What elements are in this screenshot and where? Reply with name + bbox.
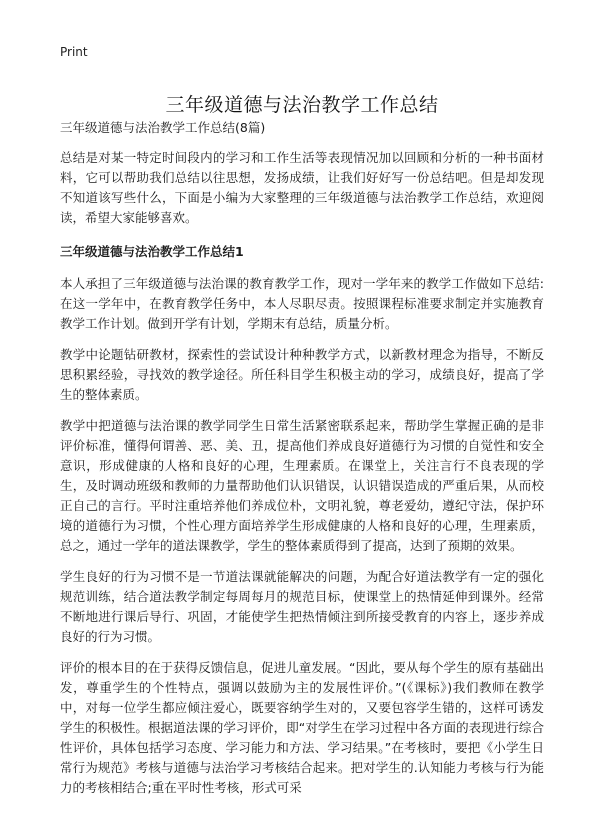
body-paragraph: 教学中论题钻研教材，探索性的尝试设计种种教学方式，以新教材理念为指导，不断反思积累经验，寻找效的教学途径。所任科目学生积极主动的学习，成绩良好，提高了学生的整体素质。 — [60, 347, 544, 402]
document-title: 三年级道德与法治教学工作总结 — [165, 93, 439, 116]
print-label: Print — [60, 45, 88, 59]
intro-paragraph: 总结是对某一特定时间段内的学习和工作生活等表现情况加以回顾和分析的一种书面材料，它可以帮助我们总结以往思想，发扬成绩，让我们好好写一份总结吧。但是却发现不知道该写些什么，下面是小编为大家整理的三年级道德与法治教学工作总结，欢迎阅读，希望大家能够喜欢。 — [60, 150, 544, 225]
body-paragraph: 评价的根本目的在于获得反馈信息，促进儿童发展。“因此，要从每个学生的原有基础出发，尊重学生的个性特点，强调以鼓励为主的发展性评价。”(《课标》)我们教师在教学中，对每一位学生都应倾注爱心，既要容纳学生对的，又要包容学生错的，这样可诱发学生的积极性。根据道法课的学习评价，即“对学生在学习过程中各方面的表现进行综合性评价，具体包括学习态度、学习能力和方法、学习结果。”在考核时，要把《小学生日常行为规范》考核与道德与法治学习考核结合起来。把对学生的.认知能力考核与行为能力的考核相结合;重在平时性考核，形式可采 — [60, 660, 544, 795]
document-body — [60, 118, 544, 809]
document-subtitle: 三年级道德与法治教学工作总结(8篇) — [60, 120, 266, 135]
body-paragraph: 本人承担了三年级道德与法治课的教育教学工作，现对一学年来的教学工作做如下总结: 在这一学年中，在教育教学任务中，本人尽职尽责。按照课程标准要求制定并实施教育教学工作计划。做到开学有计划，学期末有总结，质量分析。 — [60, 276, 544, 331]
body-paragraph: 教学中把道德与法治课的教学同学生日常生活紧密联系起来，帮助学生掌握正确的是非评价标准，懂得何谓善、恶、美、丑，提高他们养成良好道德行为习惯的自觉性和安全意识，形成健康的人格和良好的心理，生理素质。在课堂上，关注言行不良表现的学生，及时调动班级和教师的力量帮助他们认识错误，认识错误造成的严重后果，从而校正自己的言行。平时注重培养他们养成位朴，文明礼貌，尊老爱幼，遵纪守法，保护环境的道德行为习惯，个性心理方面培养学生形成健康的人格和良好的心理，生理素质，总之，通过一学年的道法课教学，学生的整体素质得到了提高，达到了预期的效果。 — [60, 418, 544, 553]
body-paragraph: 学生良好的行为习惯不是一节道法课就能解决的问题，为配合好道法教学有一定的强化规范训练，结合道法教学制定每周每月的规范目标，使课堂上的热情延伸到课外。经常不断地进行课后导行、巩固，才能使学生把热情倾注到所接受教育的内容上，逐步养成良好的行为习惯。 — [60, 569, 544, 644]
section-heading: 三年级道德与法治教学工作总结1 — [60, 244, 244, 259]
